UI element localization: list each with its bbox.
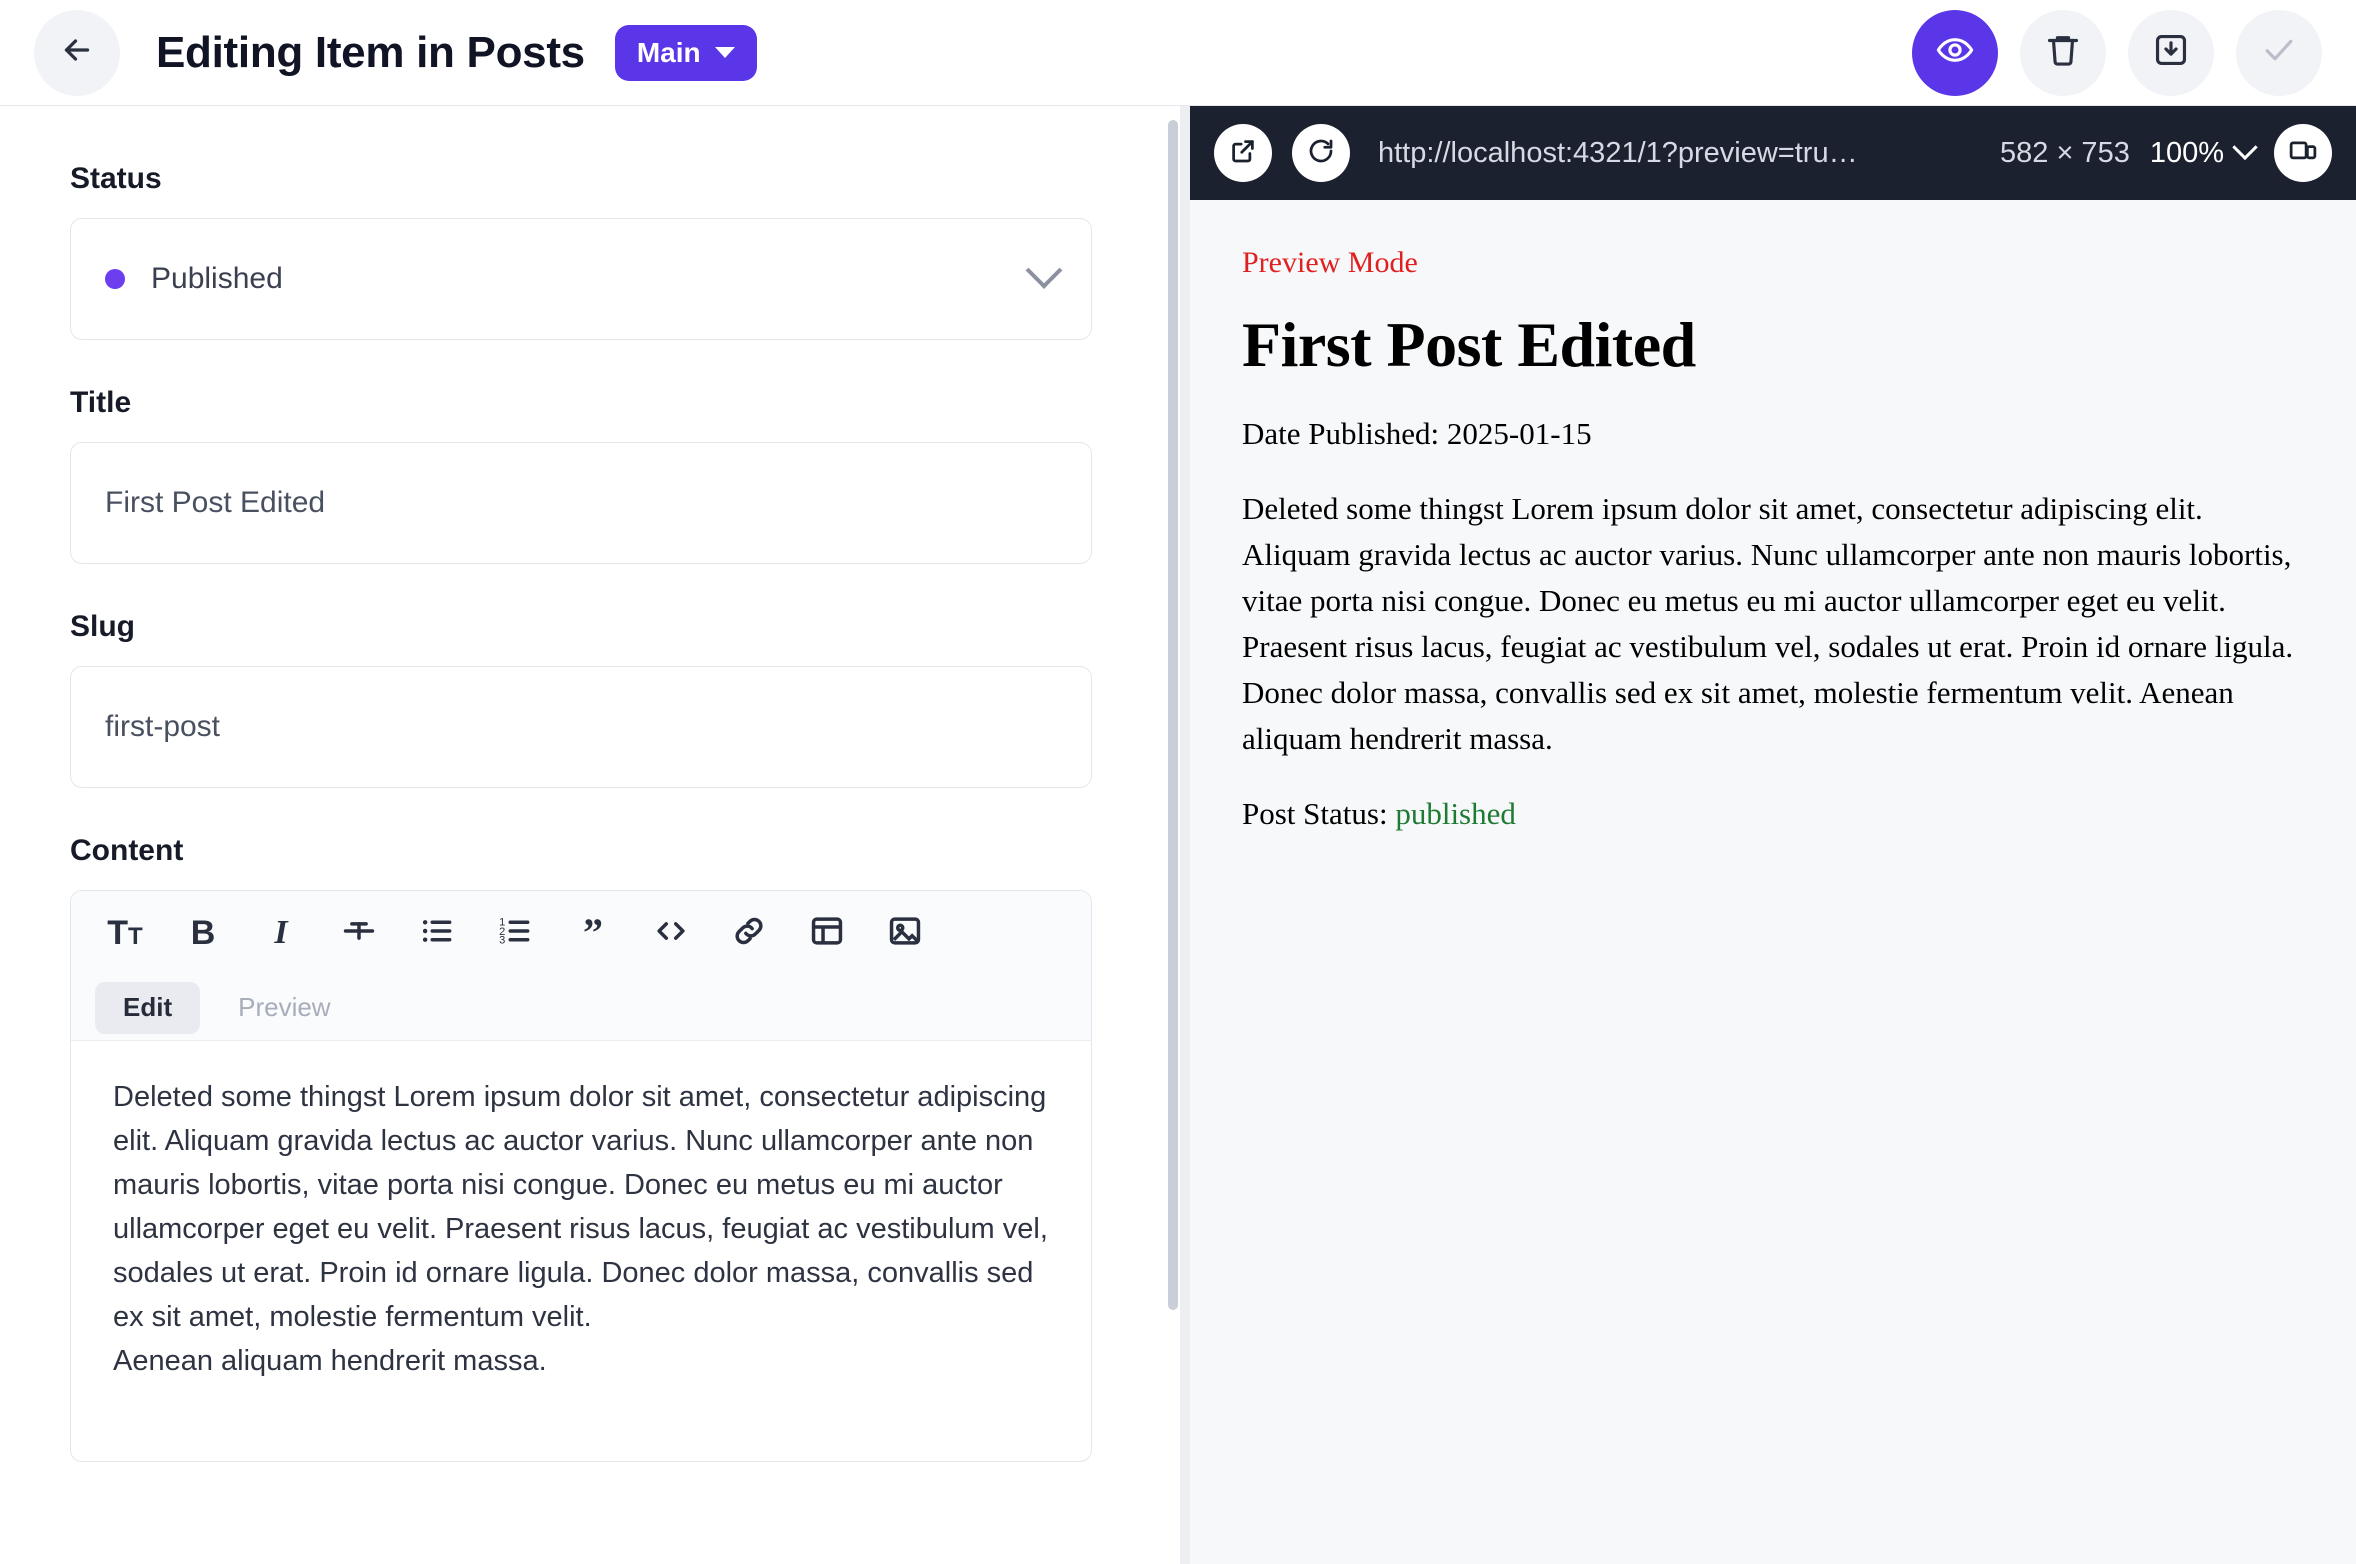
preview-zoom-value: 100% — [2149, 136, 2224, 169]
chevron-down-icon — [715, 47, 735, 58]
back-button[interactable] — [34, 10, 120, 96]
numbered-list-icon — [496, 912, 534, 955]
image-icon — [886, 912, 924, 955]
bold-icon: B — [190, 914, 216, 952]
chevron-down-icon — [1026, 252, 1063, 289]
quote-icon: ” — [583, 910, 603, 955]
status-dot-icon — [105, 269, 125, 289]
content-paragraph-1: Deleted some thingst Lorem ipsum dolor sit amet, consectetur adipiscing elit. Aliquam gravida lectus ac auctor varius. Nunc ullamcorper ante non mauris lobortis, vitae porta nisi congue. Donec eu metus eu mi auctor ullamcorper eget eu velit. Praesent risus lacus, feugiat ac vestibulum vel, sodales ut erat. Proin id ornare ligula. Donec dolor massa, convallis sed ex sit amet, molestie fermentum velit. — [113, 1081, 1048, 1333]
tab-edit[interactable]: Edit — [95, 982, 200, 1034]
status-field — [70, 162, 1110, 340]
branch-selector[interactable] — [615, 25, 757, 81]
numbered-list-tool[interactable] — [493, 911, 537, 955]
slug-label: Slug — [70, 610, 135, 643]
preview-date-published: Date Published: 2025-01-15 — [1242, 416, 1592, 451]
code-icon — [652, 912, 690, 955]
confirm-button[interactable] — [2236, 10, 2322, 96]
trash-icon — [2044, 31, 2082, 74]
content-tabs — [71, 975, 1091, 1041]
preview-zoom-selector[interactable] — [2150, 137, 2254, 170]
svg-text:1: 1 — [499, 915, 506, 928]
content-editor — [70, 890, 1092, 1462]
content-textarea[interactable] — [71, 1041, 1091, 1461]
status-select[interactable] — [70, 218, 1092, 340]
chevron-down-icon — [2232, 135, 2257, 160]
status-value: Published — [151, 262, 283, 295]
title-label: Title — [70, 386, 132, 419]
preview-dimensions: 582 × 753 — [2000, 136, 2130, 169]
preview-url[interactable]: http://localhost:4321/1?preview=tru… — [1378, 136, 1858, 169]
image-tool[interactable] — [883, 911, 927, 955]
content-field — [70, 834, 1110, 1462]
preview-toggle-button[interactable] — [1912, 10, 1998, 96]
preview-post-status-value: published — [1395, 796, 1516, 831]
content-label: Content — [70, 834, 184, 867]
svg-text:3: 3 — [499, 934, 506, 947]
eye-icon — [1936, 31, 1974, 74]
table-icon — [808, 912, 846, 955]
device-preview-button[interactable] — [2274, 124, 2332, 182]
delete-button[interactable] — [2020, 10, 2106, 96]
blockquote-tool[interactable] — [571, 911, 615, 955]
page-title: Editing Item in Posts — [156, 27, 585, 77]
title-input[interactable]: First Post Edited — [70, 442, 1092, 564]
bold-tool[interactable] — [181, 911, 225, 955]
content-paragraph-2: Aenean aliquam hendrerit massa. — [113, 1345, 547, 1377]
bullet-list-tool[interactable] — [415, 911, 459, 955]
text-size-tool[interactable] — [103, 911, 147, 955]
content-toolbar — [71, 891, 1091, 975]
svg-text:2: 2 — [499, 925, 506, 938]
bullet-list-icon — [418, 912, 456, 955]
preview-toolbar — [1190, 106, 2356, 200]
branch-label: Main — [636, 36, 701, 68]
preview-pane — [1190, 106, 2356, 1564]
strikethrough-icon — [340, 912, 378, 955]
preview-content — [1190, 200, 2356, 1564]
slug-input[interactable]: first-post — [70, 666, 1092, 788]
preview-body-text: Deleted some thingst Lorem ipsum dolor sit amet, consectetur adipiscing elit. Aliquam gravida lectus ac auctor varius. Nunc ullamcorper ante non mauris lobortis, vitae porta nisi congue. Donec eu metus eu mi auctor ullamcorper eget eu velit. Praesent risus lacus, feugiat ac vestibulum vel, sodales ut erat. Proin id ornare ligula. Donec dolor massa, convallis sed ex sit amet, molestie fermentum velit. Aenean aliquam hendrerit massa. — [1242, 491, 2294, 756]
open-external-icon — [1228, 136, 1258, 171]
italic-tool[interactable] — [259, 911, 303, 955]
tab-preview[interactable]: Preview — [238, 992, 331, 1022]
editor-pane — [0, 106, 1180, 1564]
table-tool[interactable] — [805, 911, 849, 955]
save-to-disk-icon — [2152, 31, 2190, 74]
archive-button[interactable] — [2128, 10, 2214, 96]
preview-post-title: First Post Edited — [1242, 309, 1696, 380]
italic-icon: I — [274, 914, 288, 951]
slug-field — [70, 610, 1110, 788]
open-external-button[interactable] — [1214, 124, 1272, 182]
reload-icon — [1306, 136, 1336, 171]
title-field — [70, 386, 1110, 564]
preview-post-status — [1242, 796, 2304, 832]
preview-post-status-label: Post Status: — [1242, 796, 1388, 831]
pane-divider[interactable] — [1180, 106, 1190, 1564]
top-bar — [0, 0, 2356, 106]
editor-scrollbar[interactable] — [1168, 120, 1178, 1310]
top-bar-actions — [1912, 10, 2322, 96]
link-tool[interactable] — [727, 911, 771, 955]
check-icon — [2260, 31, 2298, 74]
arrow-left-icon — [59, 32, 95, 73]
reload-button[interactable] — [1292, 124, 1350, 182]
link-icon — [730, 912, 768, 955]
preview-mode-label: Preview Mode — [1242, 246, 1418, 279]
status-label: Status — [70, 162, 162, 195]
device-preview-icon — [2288, 136, 2318, 171]
code-tool[interactable] — [649, 911, 693, 955]
strikethrough-tool[interactable] — [337, 911, 381, 955]
text-size-icon: TT — [107, 914, 143, 952]
